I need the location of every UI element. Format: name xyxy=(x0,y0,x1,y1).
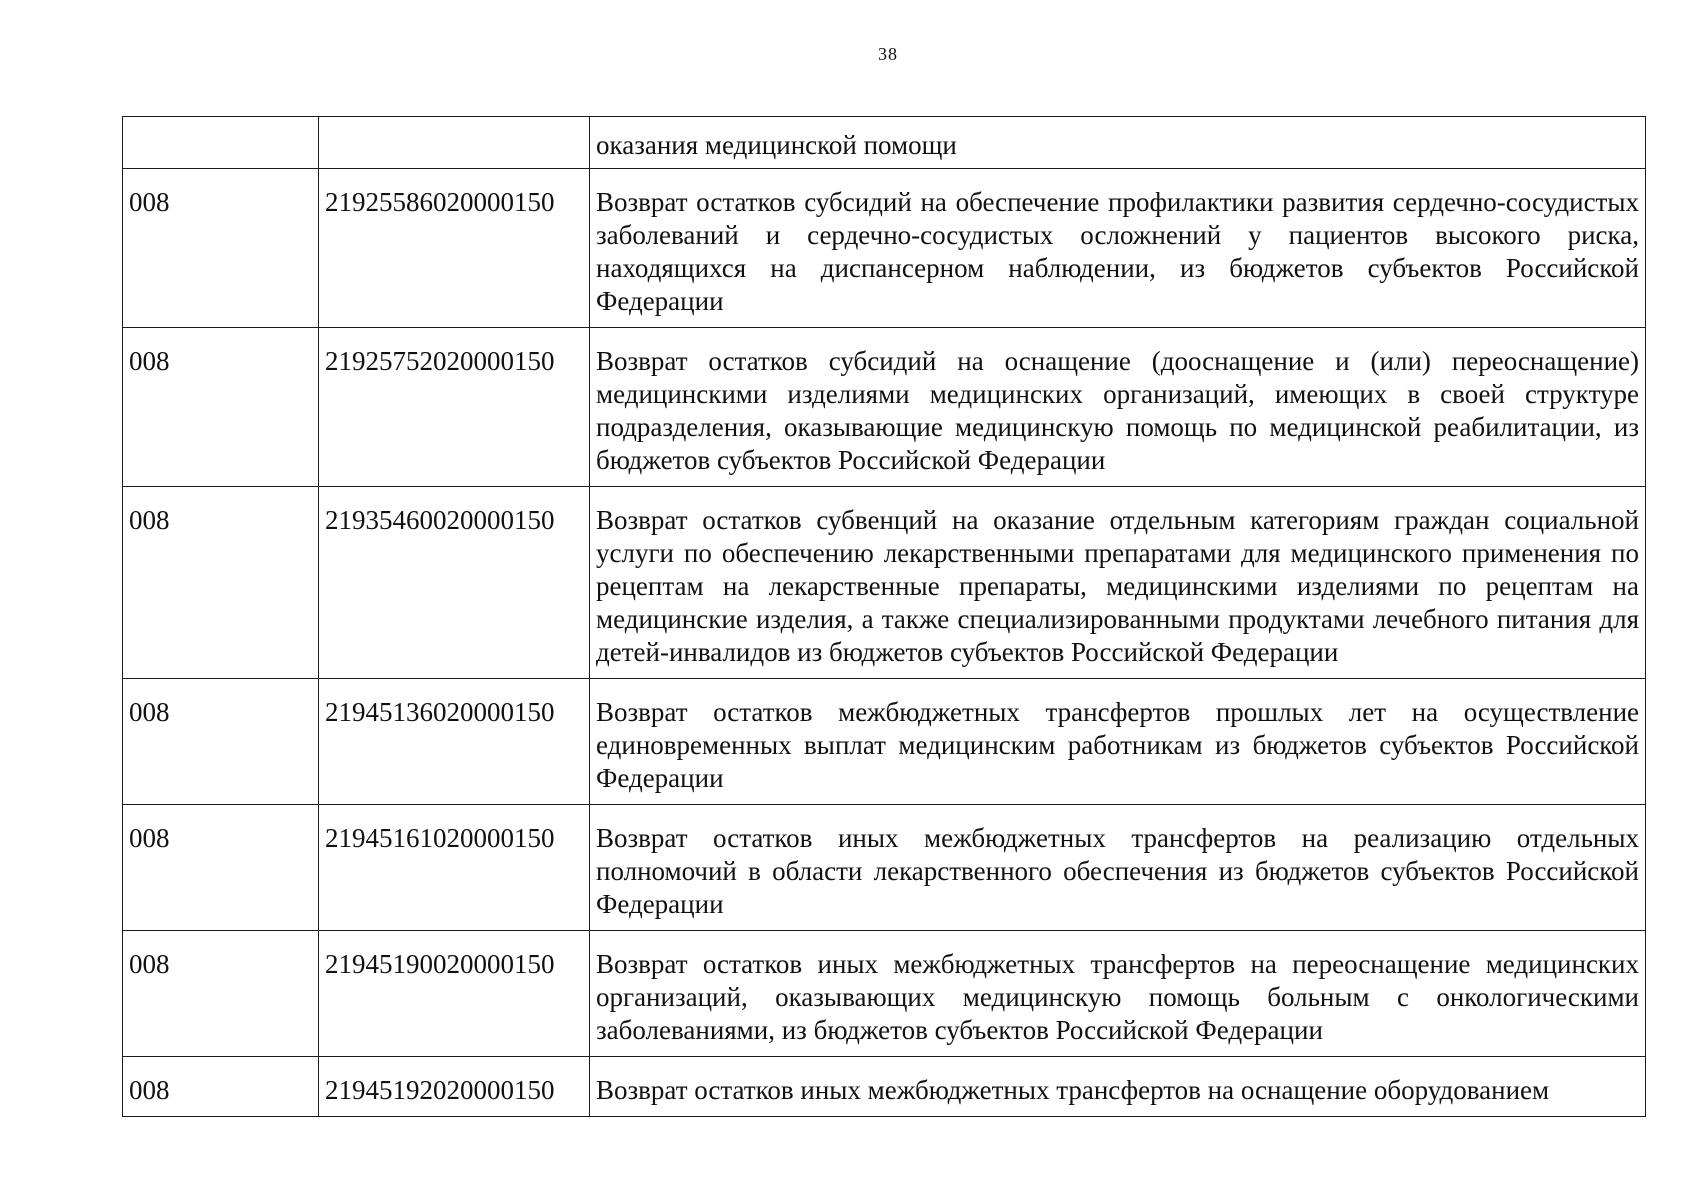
table-row xyxy=(123,931,1646,1057)
admin-code-cell: 008 xyxy=(123,679,319,805)
description-cell: Возврат остатков иных межбюджетных трансфертов на переоснащение медицинских организаций, оказывающих медицинскую помощь больным с онкологическими заболеваниями, из бюджетов субъектов Российской Федерации xyxy=(590,931,1646,1057)
table-row xyxy=(123,169,1646,328)
table-row xyxy=(123,328,1646,487)
table-row xyxy=(123,487,1646,679)
description-cell: Возврат остатков иных межбюджетных трансфертов на реализацию отдельных полномочий в области лекарственного обеспечения из бюджетов субъектов Российской Федерации xyxy=(590,805,1646,931)
admin-code-cell: 008 xyxy=(123,169,319,328)
budget-code-cell: 21925586020000150 xyxy=(319,169,590,328)
table-row xyxy=(123,679,1646,805)
budget-codes-table xyxy=(122,116,1646,1117)
budget-code-cell: 21925752020000150 xyxy=(319,328,590,487)
admin-code-cell: 008 xyxy=(123,805,319,931)
description-cell: Возврат остатков субвенций на оказание отдельным категориям граждан социальной услуги по обеспечению лекарственными препаратами для медицинского применения по рецептам на лекарственные препараты, медицинскими изделиями по рецептам на медицинские изделия, а также специализированными продуктами лечебного питания для детей-инвалидов из бюджетов субъектов Российской Федерации xyxy=(590,487,1646,679)
page-number: 38 xyxy=(878,44,898,64)
admin-code-cell xyxy=(123,117,319,169)
table-row xyxy=(123,805,1646,931)
budget-code-cell: 21945136020000150 xyxy=(319,679,590,805)
table-row xyxy=(123,1057,1646,1117)
description-cell: Возврат остатков субсидий на обеспечение профилактики развития сердечно-сосудистых заболеваний и сердечно-сосудистых осложнений у пациентов высокого риска, находящихся на диспансерном наблюдении, из бюджетов субъектов Российской Федерации xyxy=(590,169,1646,328)
budget-code-cell: 21945161020000150 xyxy=(319,805,590,931)
description-cell: Возврат остатков субсидий на оснащение (дооснащение и (или) переоснащение) медицинскими изделиями медицинских организаций, имеющих в своей структуре подразделения, оказывающие медицинскую помощь по медицинской реабилитации, из бюджетов субъектов Российской Федерации xyxy=(590,328,1646,487)
budget-code-cell: 21945190020000150 xyxy=(319,931,590,1057)
admin-code-cell: 008 xyxy=(123,328,319,487)
description-cell: оказания медицинской помощи xyxy=(590,117,1646,169)
description-cell: Возврат остатков иных межбюджетных трансфертов на оснащение оборудованием xyxy=(590,1057,1646,1117)
admin-code-cell: 008 xyxy=(123,487,319,679)
admin-code-cell: 008 xyxy=(123,931,319,1057)
budget-code-cell xyxy=(319,117,590,169)
table-row xyxy=(123,117,1646,169)
description-cell: Возврат остатков межбюджетных трансфертов прошлых лет на осуществление единовременных выплат медицинским работникам из бюджетов субъектов Российской Федерации xyxy=(590,679,1646,805)
budget-code-cell: 21935460020000150 xyxy=(319,487,590,679)
table-body xyxy=(123,117,1646,1117)
budget-code-cell: 21945192020000150 xyxy=(319,1057,590,1117)
admin-code-cell: 008 xyxy=(123,1057,319,1117)
